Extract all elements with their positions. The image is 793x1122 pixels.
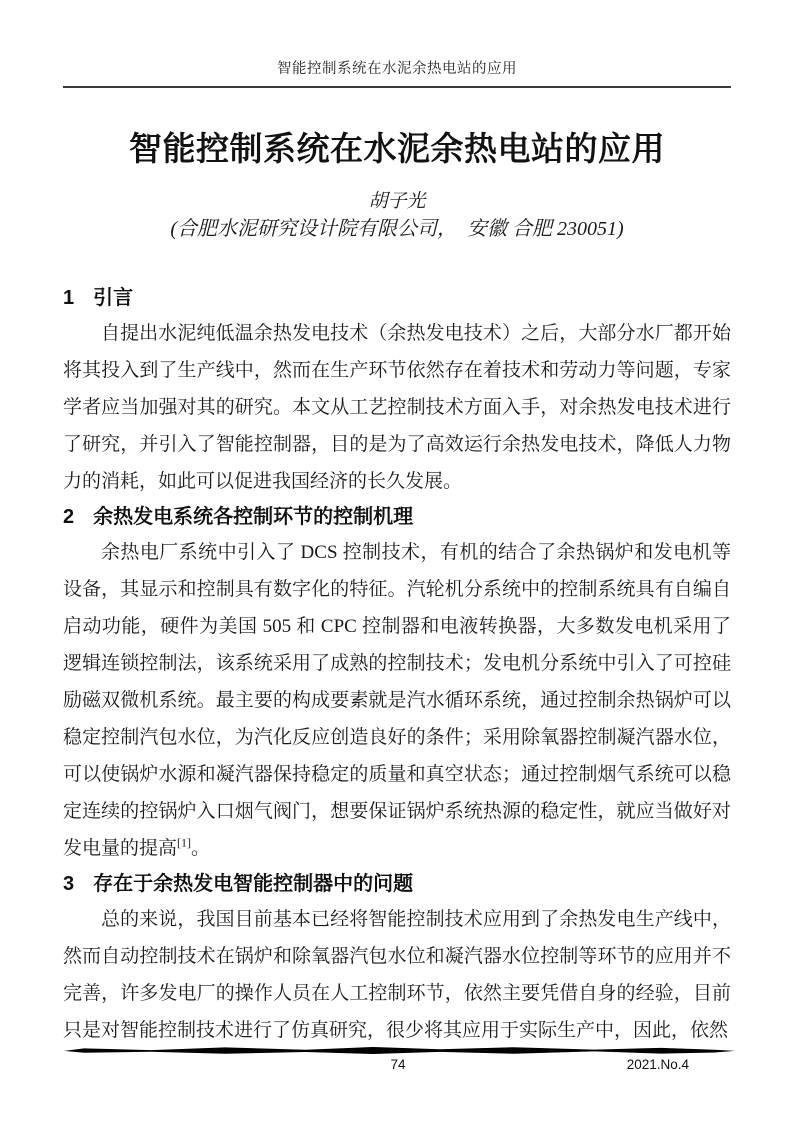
section-3-heading [63,869,731,899]
section-2-heading [63,502,731,532]
paper-title: 智能控制系统在水泥余热电站的应用 [129,130,665,167]
section-2-title: 余热发电系统各控制环节的控制机理 [93,506,414,528]
citation-ref-1: [1] [177,835,192,850]
author-name: 胡子光 [368,191,426,212]
section-1-title: 引言 [93,287,134,309]
header-rule [63,86,731,88]
page-footer [63,1057,733,1075]
section-3-title: 存在于余热发电智能控制器中的问题 [93,873,414,895]
section-2-paragraph [63,534,731,867]
section-1-paragraph: 自提出水泥纯低温余热发电技术（余热发电技术）之后，大部分水厂都开始将其投入到了生产线中，然而在生产环节依然存在着技术和劳动力等问题，专家学者应当加强对其的研究。本文从工艺控制技术方面入手，对余热发电技术进行了研究，并引入了智能控制器，目的是为了高效运行余热发电技术，降低人力物力的消耗，如此可以促进我国经济的长久发展。 [63,323,731,492]
page-number: 74 [390,1057,406,1072]
author-affiliation: (合肥水泥研究设计院有限公司， 安徽 合肥 230051) [170,218,624,240]
section-3-number: 3 [63,873,75,895]
section-3-paragraph: 总的来说，我国目前基本已经将智能控制技术应用到了余热发电生产线中，然而自动控制技术在锅炉和除氧器汽包水位和凝汽器水位控制等环节的应用并不完善，许多发电厂的操作人员在人工控制环节，依然主要凭借自身的经验，目前只是对智能控制技术进行了仿真研究，很少将其应用于实际生产中，因此，依然 [63,909,731,1041]
section-1-heading [63,283,731,313]
section-2-paragraph-text: 余热电厂系统中引入了 DCS 控制技术，有机的结合了余热锅炉和发电机等设备，其显示和控制具有数字化的特征。汽轮机分系统中的控制系统具有自编自启动功能，硬件为美国 505 和 CPC 控制器和电液转换器，大多数发电机采用了逻辑连锁控制法，该系统采用了成熟的控制技术；发电机分系统中引入了可控硅励磁双微机系统。最主要的构成要素就是汽水循环系统，通过控制余热锅炉可以稳定控制汽包水位，为汽化反应创造良好的条件；采用除氧器控制凝汽器水位，可以使锅炉水源和凝汽器保持稳定的质量和真空状态；通过控制烟气系统可以稳定连续的控锅炉入口烟气阀门，想要保证锅炉系统热源的稳定性，就应当做好对发电量的提高 [63,542,731,859]
section-1-number: 1 [63,287,75,309]
section-2-paragraph-tail: 。 [191,838,211,859]
running-header: 智能控制系统在水泥余热电站的应用 [277,61,517,77]
journal-issue-label: 2021.No.4 [626,1057,689,1072]
section-2-number: 2 [63,506,75,528]
